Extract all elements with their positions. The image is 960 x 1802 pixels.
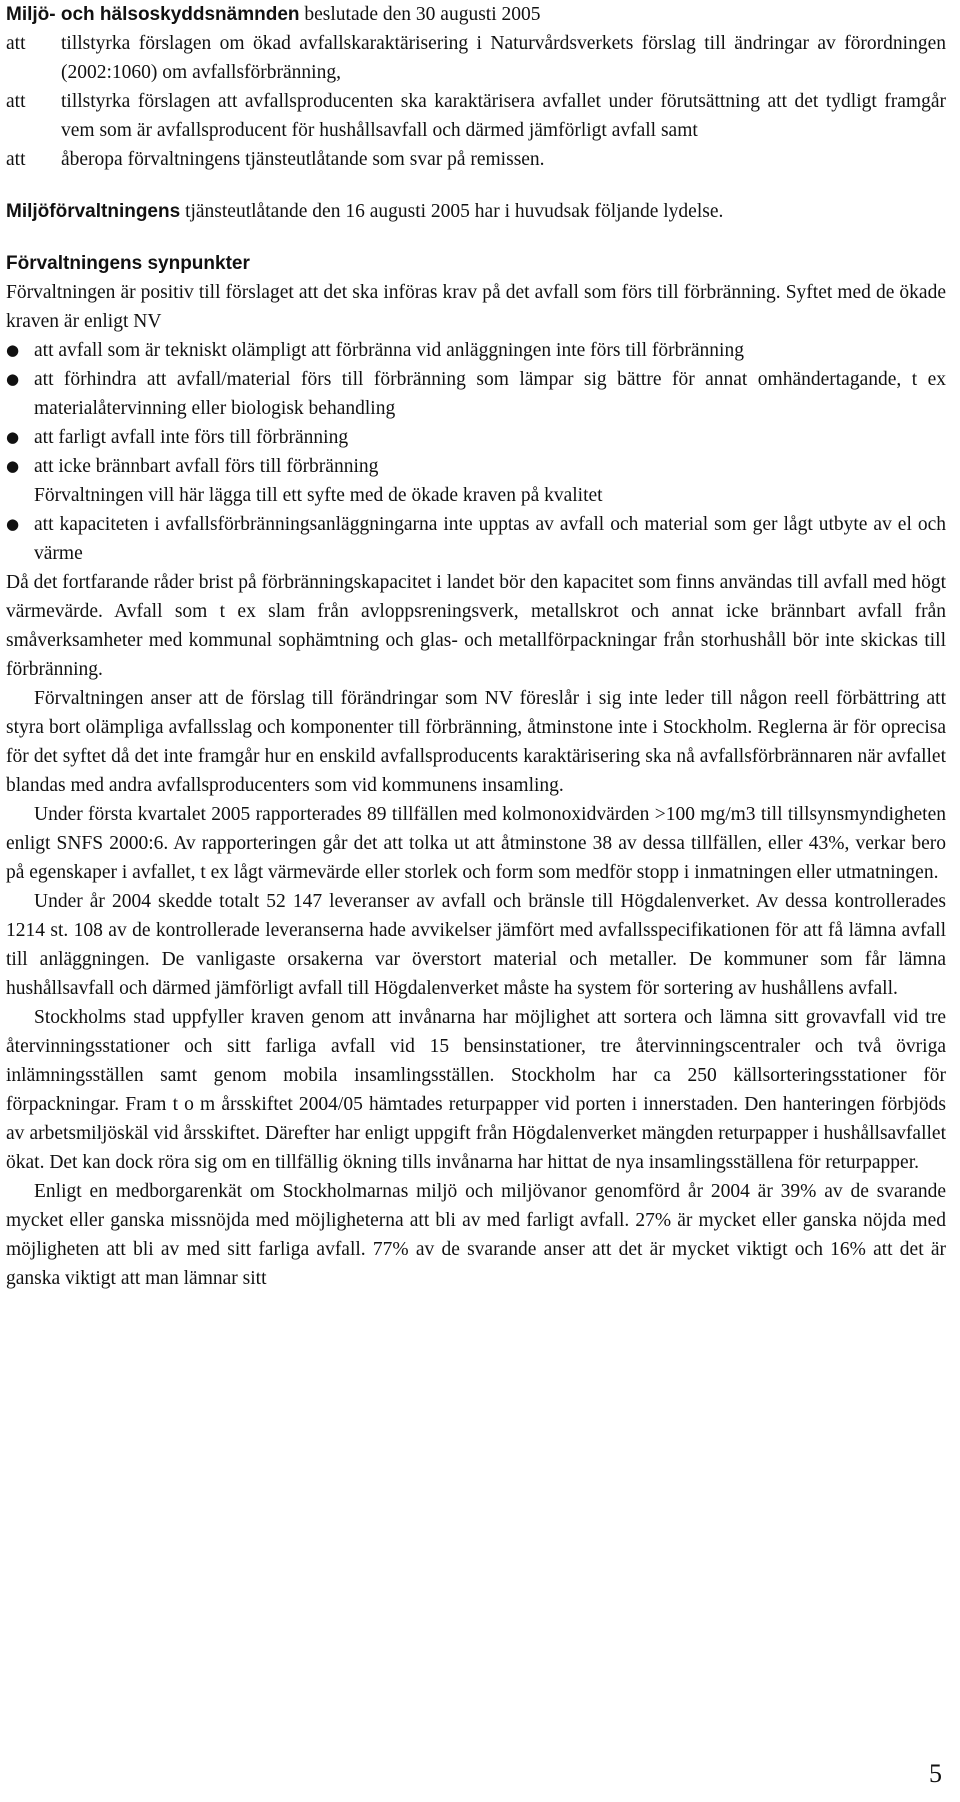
bullet-icon: ● [6,341,20,359]
decision-att: att [6,149,26,170]
body-paragraph: Förvaltningen anser att de förslag till förändringar som NV föreslår i sig inte leder till någon reell förbättring att styra bort olämpliga avfallsslag och komponenter till förbränning, åtminstone inte i Stockholm. Reglerna är för oprecisa för det syftet då det inte framgår hur en enskild avfallsproducents karaktärisering ska nå avfallsförbrännaren när avfallet blandas med andra avfallsproducenters som vid kommunens insamling. [6,688,946,796]
bullet-icon: ● [6,515,20,533]
intro-paragraph: Förvaltningen är positiv till förslaget att det ska införas krav på det avfall som förs till förbränning. Syftet med de ökade kraven är enligt NV [6,282,946,332]
statement-bold: Miljöförvaltningens [6,201,181,222]
decision-text: åberopa förvaltningens tjänsteutlåtande som svar på remissen. [61,149,545,170]
body-paragraph: Enligt en medborgarenkät om Stockholmarnas miljö och miljövanor genomförd år 2004 är 39% av de svarande mycket eller ganska missnöjda med möjligheterna att bli av med farligt avfall. 27% är mycket eller ganska nöjda med möjligheten att bli av med sitt farliga avfall. 77% av de svarande anser att det är mycket viktigt och 16% att det är ganska viktigt att man lämnar sitt [6,1181,946,1289]
list-item [6,510,946,568]
list-item-text: att avfall som är tekniskt olämpligt att förbränna vid anläggningen inte förs till förbränning [34,340,744,361]
body-paragraph: Under år 2004 skedde totalt 52 147 leveranser av avfall och bränsle till Högdalenverket. Av dessa kontrollerades 1214 st. 108 av de kontrollerade leveranserna hade avvikelser jämfört med avfallsspecifikationen för att få lämna avfall till anläggningen. De vanligaste orsakerna var överstort material och metaller. De kommuner som får lämna hushållsavfall och därmed jämförligt avfall till Högdalenverket måste ha system för sortering av hushållens avfall. [6,891,946,999]
decision-text: tillstyrka förslagen att avfallsproducenten ska karaktärisera avfallet under förutsättning att det tydligt framgår vem som är avfallsproducent för hushållsavfall och därmed jämförligt avfall samt [61,91,946,141]
decision-att: att [6,33,26,54]
added-purpose-list [6,510,946,568]
decision-heading-rest: beslutade den 30 augusti 2005 [299,4,541,25]
decision-item [6,145,946,174]
body-paragraph: Under första kvartalet 2005 rapporterades 89 tillfällen med kolmonoxidvärden >100 mg/m3 till tillsynsmyndigheten enligt SNFS 2000:6. Av rapporteringen går det att tolka ut att åtminstone 38 av dessa tillfällen, eller 43%, verkar bero på egenskaper i avfallet, t ex lågt värmevärde eller storlek och form som medför stopp i inmatningen eller utmatningen. [6,804,946,883]
bullet-icon: ● [6,457,20,475]
list-item-text: att farligt avfall inte förs till förbränning [34,427,349,448]
bullet-icon: ● [6,428,20,446]
decision-text: tillstyrka förslagen om ökad avfallskaraktärisering i Naturvårdsverkets förslag till ändringar av förordningen (2002:1060) om avfallsförbränning, [61,33,946,83]
list-item [6,423,946,452]
decision-heading-bold: Miljö- och hälsoskyddsnämnden [6,4,300,25]
purpose-list [6,336,946,481]
document-page [6,0,946,1293]
bullet-icon: ● [6,370,20,388]
statement-line [6,197,946,226]
list-item [6,365,946,423]
list-item [6,336,946,365]
page-number: 5 [929,1759,942,1788]
body-paragraph: Stockholms stad uppfyller kraven genom att invånarna har möjlighet att sortera och lämna sitt grovavfall vid tre återvinningsstationer och sitt farliga avfall vid 15 bensinstationer, tre återvinningscentraler och två övriga inlämningsställen samt genom mobila insamlingsställen. Stockholm har ca 250 källsorteringsstationer för förpackningar. Fram t o m årsskiftet 2004/05 hämtades returpapper vid porten i innerstaden. Den hanteringen förbjöds av arbetsmiljöskäl vid årsskiftet. Därefter har enligt uppgift från Högdalenverket mängden returpapper i hushållsavfallet ökat. Det kan dock röra sig om en tillfällig ökning tills invånarna har hittat de nya insamlingsställena för returpapper. [6,1007,946,1173]
statement-rest: tjänsteutlåtande den 16 augusti 2005 har i huvudsak följande lydelse. [180,201,724,222]
decision-item [6,29,946,87]
list-item-text: att förhindra att avfall/material förs till förbränning som lämpar sig bättre för annat omhändertagande, t ex materialåtervinning eller biologisk behandling [34,369,946,419]
list-item-text: att icke brännbart avfall förs till förbränning [34,456,379,477]
decision-att: att [6,91,26,112]
list-item-text: att kapaciteten i avfallsförbränningsanläggningarna inte upptas av avfall och material som ger lågt utbyte av el och värme [34,514,946,564]
decision-heading [6,0,946,29]
added-purpose-line: Förvaltningen vill här lägga till ett syfte med de ökade kraven på kvalitet [34,485,603,506]
section-title: Förvaltningens synpunkter [6,253,250,274]
list-item [6,452,946,481]
decision-item [6,87,946,145]
body-paragraph: Då det fortfarande råder brist på förbränningskapacitet i landet bör den kapacitet som finns användas till avfall med högt värmevärde. Avfall som t ex slam från avloppsreningsverk, metallskrot och annat icke brännbart avfall från småverksamheter med kommunal sophämtning och glas- och metallförpackningar från storhushåll bör inte skickas till förbränning. [6,572,946,680]
